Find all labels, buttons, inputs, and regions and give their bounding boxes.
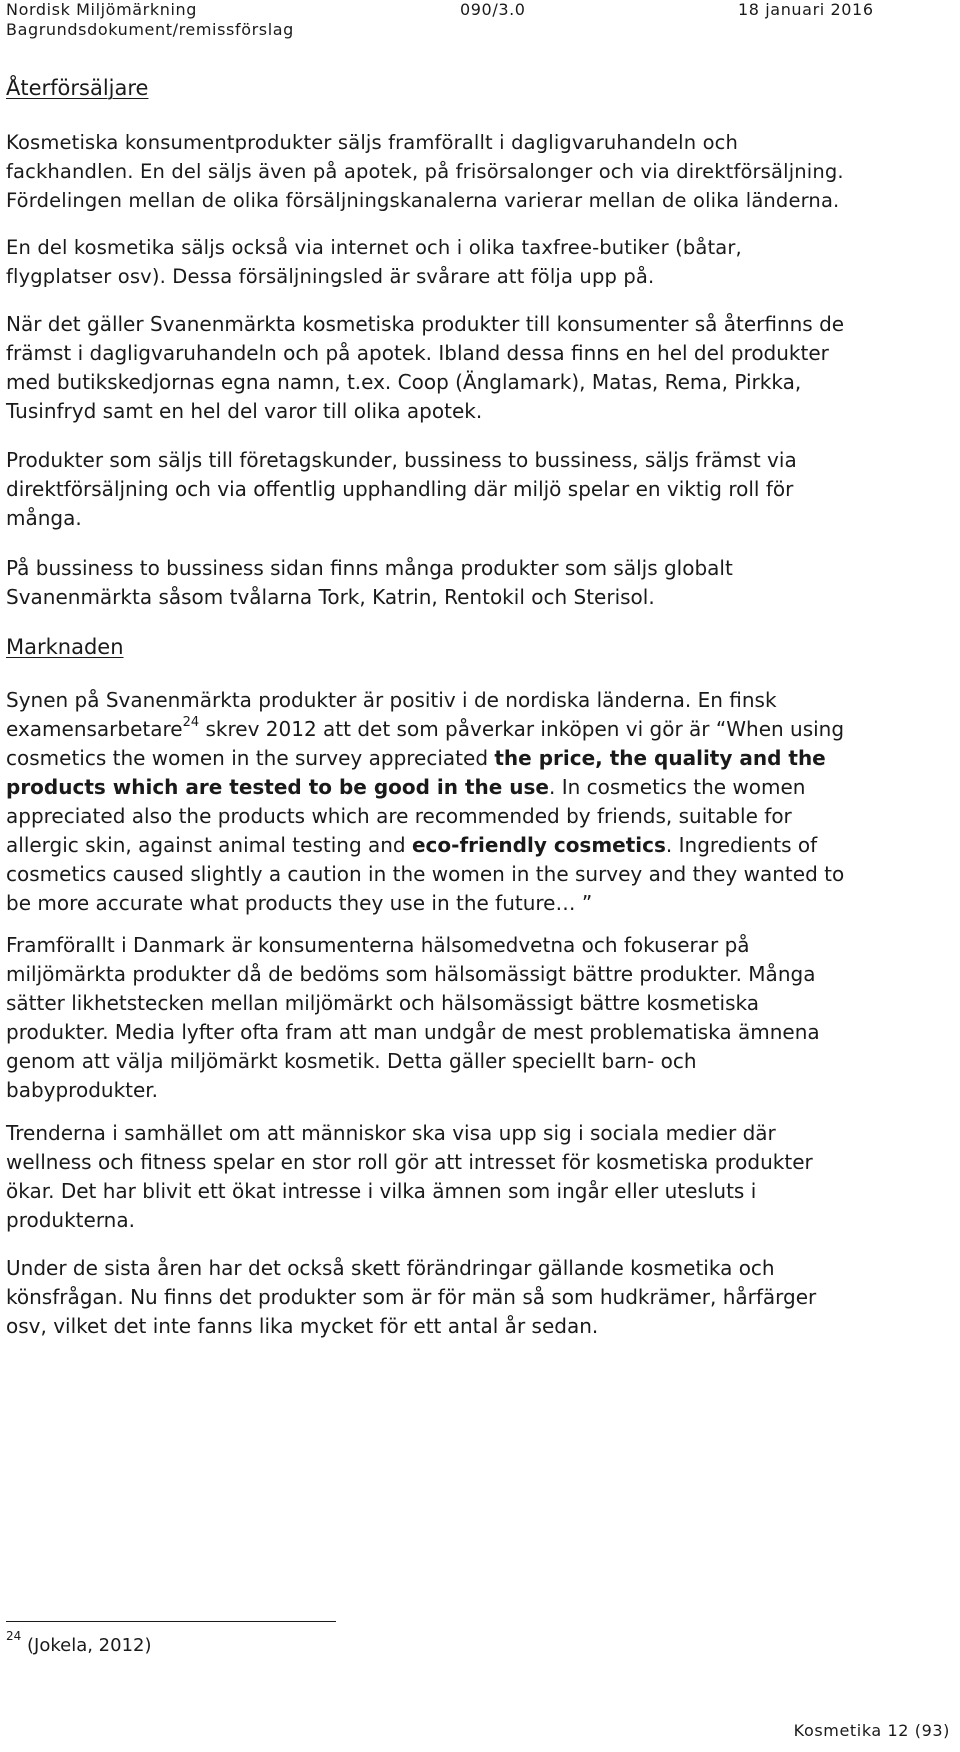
text-line: Produkter som säljs till företagskunder, bussiness to bussiness, säljs främst via <box>6 448 797 472</box>
emphasis-text: eco-friendly cosmetics <box>411 833 666 857</box>
text-line: med butikskedjornas egna namn, t.ex. Coop (Änglamark), Matas, Rema, Pirkka, <box>6 370 802 394</box>
text-line: fackhandlen. En del säljs även på apotek, på frisörsalonger och via direktförsäljning. <box>6 160 844 183</box>
text-run: skrev 2012 att det som påverkar inköpen vi gör är “When using <box>199 717 845 741</box>
paragraph-1 <box>6 128 956 215</box>
text-line: könsfrågan. Nu finns det produkter som är för män så som hudkrämer, hårfärger <box>6 1285 817 1309</box>
footnote-divider <box>6 1621 336 1622</box>
text-run: . Ingredients of <box>665 833 818 857</box>
footnote-ref: 24 <box>182 715 200 731</box>
text-line: genom att välja miljömärkt kosmetik. Detta gäller speciellt barn- och <box>6 1049 697 1073</box>
header-doc-type: Bagrundsdokument/remissförslag <box>6 20 294 39</box>
page-footer: Kosmetika 12 (93) <box>793 1721 950 1740</box>
text-line: be more accurate what products they use in the future… ” <box>6 891 593 915</box>
text-line: sätter likhetstecken mellan miljömärkt och hälsomässigt bättre kosmetiska <box>6 991 759 1015</box>
text-line: babyprodukter. <box>6 1078 159 1102</box>
text-line: miljömärkta produkter då de bedöms som hälsomässigt bättre produkter. Många <box>6 962 816 986</box>
text-line: många. <box>6 506 82 530</box>
text-line: Under de sista åren har det också skett förändringar gällande kosmetika och <box>6 1256 775 1280</box>
paragraph-4 <box>6 446 956 533</box>
text-line: När det gäller Svanenmärkta kosmetiska produkter till konsumenter så återfinns de <box>6 312 845 336</box>
text-line: appreciated also the products which are recommended by friends, suitable for <box>6 804 792 828</box>
text-line: produkter. Media lyfter ofta fram att man undgår de mest problematiska ämnena <box>6 1020 820 1044</box>
text-line: wellness och fitness spelar en stor roll gör att intresset för kosmetiska produkter <box>6 1150 813 1174</box>
header-date: 18 januari 2016 <box>738 0 874 19</box>
section-title-marknaden: Marknaden <box>6 635 124 659</box>
text-line: Synen på Svanenmärkta produkter är positiv i de nordiska länderna. En finsk <box>6 688 777 712</box>
text-line: osv, vilket det inte fanns lika mycket för ett antal år sedan. <box>6 1314 599 1338</box>
paragraph-6 <box>6 686 956 918</box>
text-line: Framförallt i Danmark är konsumenterna hälsomedvetna och fokuserar på <box>6 933 750 957</box>
text-run: allergic skin, against animal testing and <box>6 833 412 857</box>
text-line: Tusinfryd samt en hel del varor till olika apotek. <box>6 399 483 423</box>
footnote-text: (Jokela, 2012) <box>21 1635 152 1656</box>
paragraph-9 <box>6 1254 956 1341</box>
text-line: En del kosmetika säljs också via internet och i olika taxfree-butiker (båtar, <box>6 236 742 259</box>
footnote-number: 24 <box>6 1629 22 1643</box>
text-run: cosmetics the women in the survey appreciated <box>6 746 495 770</box>
text-line: främst i dagligvaruhandeln och på apotek. Ibland dessa finns en hel del produkter <box>6 341 829 365</box>
paragraph-5 <box>6 554 956 612</box>
paragraph-3 <box>6 310 956 426</box>
text-line <box>6 831 956 860</box>
emphasis-text: the price, the quality and the <box>494 746 826 770</box>
paragraph-8 <box>6 1119 956 1235</box>
text-line <box>6 773 956 802</box>
text-line: Svanenmärkta såsom tvålarna Tork, Katrin, Rentokil och Sterisol. <box>6 585 655 609</box>
text-line: Trenderna i samhället om att människor ska visa upp sig i sociala medier där <box>6 1121 776 1145</box>
text-line: ökar. Det har blivit ett ökat intresse i vilka ämnen som ingår eller utesluts i <box>6 1179 757 1203</box>
paragraph-2 <box>6 233 956 291</box>
paragraph-7 <box>6 931 956 1105</box>
footnote <box>6 1629 152 1657</box>
text-line <box>6 744 956 773</box>
header-org: Nordisk Miljömärkning <box>6 0 197 19</box>
header-version: 090/3.0 <box>460 0 526 19</box>
text-line: Kosmetiska konsumentprodukter säljs framförallt i dagligvaruhandeln och <box>6 131 739 154</box>
text-line: cosmetics caused slightly a caution in the women in the survey and they wanted to <box>6 862 845 886</box>
text-run: examensarbetare <box>6 717 183 741</box>
text-run: . In cosmetics the women <box>548 775 806 799</box>
text-line: flygplatser osv). Dessa försäljningsled är svårare att följa upp på. <box>6 265 655 288</box>
section-title-aterforsaljare: Återförsäljare <box>6 76 149 100</box>
text-line: produkterna. <box>6 1208 135 1232</box>
text-line <box>6 715 956 744</box>
text-line: direktförsäljning och via offentlig upphandling där miljö spelar en viktig roll för <box>6 477 794 501</box>
text-line: På bussiness to bussiness sidan finns många produkter som säljs globalt <box>6 556 733 580</box>
text-line: Fördelingen mellan de olika försäljningskanalerna varierar mellan de olika länderna. <box>6 189 840 212</box>
emphasis-text: products which are tested to be good in the use <box>6 775 549 799</box>
